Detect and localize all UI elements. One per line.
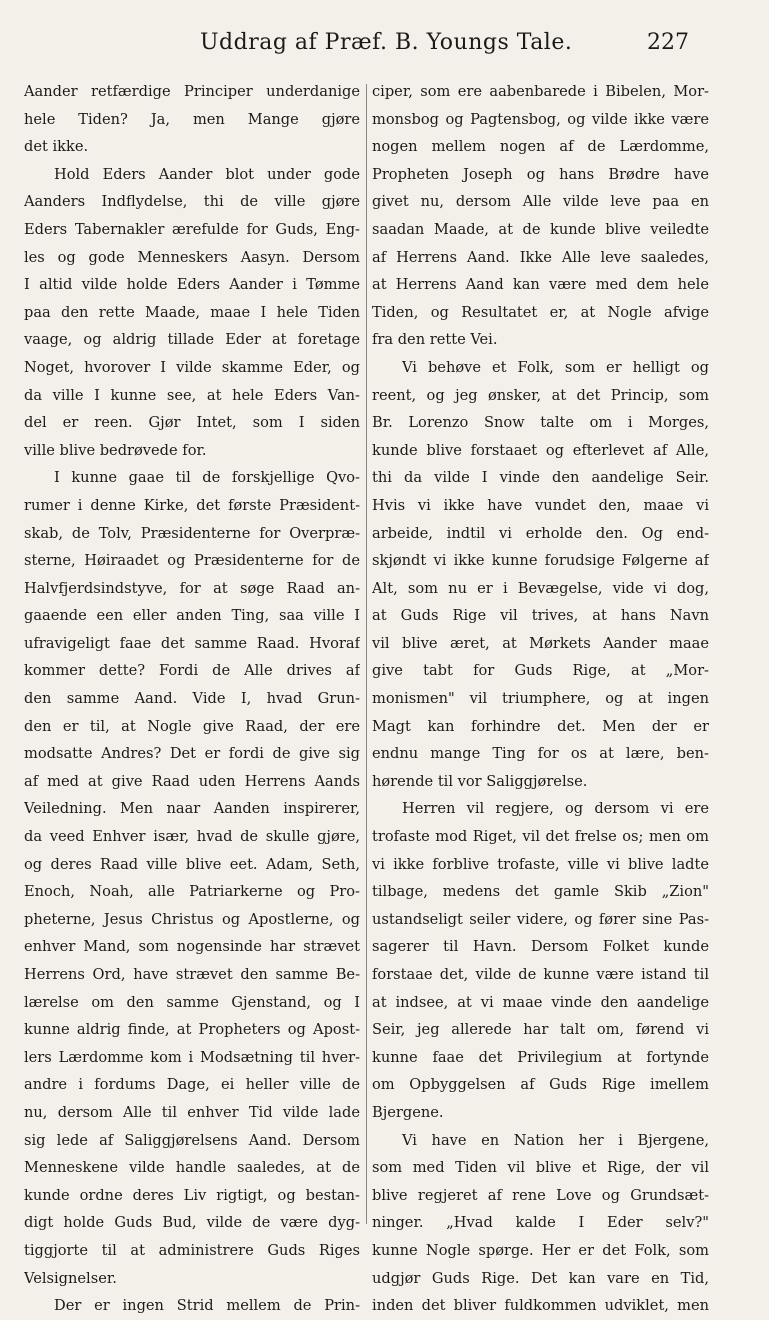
text-line: thi da vilde I vinde den aandelige Seir. <box>372 469 709 487</box>
text-line: I altid vilde holde Eders Aander i Tømme <box>24 276 360 294</box>
text-line: givet nu, dersom Alle vilde leve paa en <box>372 193 709 211</box>
text-line: modsatte Andres? Det er fordi de give sig <box>24 745 360 763</box>
text-line: ciper, som ere aabenbarede i Bibelen, Mor- <box>372 83 709 100</box>
text-line: les og gode Menneskers Aasyn. Dersom <box>24 248 360 266</box>
text-line: Tiden, og Resultatet er, at Nogle afvige <box>372 303 709 321</box>
text-line: Alt, som nu er i Bevægelse, vide vi dog, <box>372 579 709 597</box>
text-line: Der er ingen Strid mellem de Prin- <box>54 1297 360 1315</box>
text-line: at indsee, at vi maae vinde den aandelige <box>372 993 709 1011</box>
text-line: sagerer til Havn. Dersom Folket kunde <box>372 938 709 956</box>
text-line: Menneskene vilde handle saaledes, at de <box>24 1159 360 1177</box>
text-line: kunne faae det Privilegium at fortynde <box>372 1048 709 1066</box>
text-line: Vi have en Nation her i Bjergene, <box>402 1131 709 1149</box>
text-line: Halvfjerdsindstyve, for at søge Raad an- <box>24 579 360 597</box>
text-line: ville blive bedrøvede for. <box>24 441 207 459</box>
text-line: kommer dette? Fordi de Alle drives af <box>24 662 360 680</box>
page-number: 227 <box>647 30 689 55</box>
text-line: saadan Maade, at de kunde blive veiledte <box>372 220 709 238</box>
text-line: af Herrens Aand. Ikke Alle leve saaledes, <box>372 248 709 266</box>
page-header <box>0 30 769 64</box>
text-line: Hvis vi ikke have vundet den, maae vi <box>372 496 709 514</box>
text-line: Aander retfærdige Principer underdanige <box>24 83 360 100</box>
text-line: inden det bliver fuldkommen udviklet, men <box>372 1297 709 1315</box>
text-line: Velsignelser. <box>24 1269 117 1287</box>
text-line: at Guds Rige vil trives, at hans Navn <box>372 607 709 625</box>
text-line: ninger. „Hvad kalde I Eder selv?" <box>372 1214 709 1232</box>
text-line: kunne Nogle spørge. Her er det Folk, som <box>372 1241 709 1259</box>
text-line: og deres Raad ville blive eet. Adam, Seth, <box>24 855 360 873</box>
text-line: da veed Enhver især, hvad de skulle gjøre, <box>24 828 360 846</box>
text-line: Seir, jeg allerede har talt om, førend vi <box>372 1021 709 1039</box>
text-line: forstaae det, vilde de kunne være istand til <box>372 966 709 983</box>
text-line: Br. Lorenzo Snow talte om i Morges, <box>372 414 709 432</box>
text-line: ustandseligt seiler videre, og fører sine Pas- <box>372 910 709 928</box>
text-line: om Opbyggelsen af Guds Rige imellem <box>372 1076 709 1094</box>
text-line: arbeide, indtil vi erholde den. Og end- <box>372 524 709 542</box>
text-line: som med Tiden vil blive et Rige, der vil <box>372 1159 709 1177</box>
text-line: blive regjeret af rene Love og Grundsæt- <box>372 1186 709 1204</box>
text-line: at Herrens Aand kan være med dem hele <box>372 276 709 294</box>
text-line: nu, dersom Alle til enhver Tid vilde lade <box>24 1103 360 1121</box>
text-line: tilbage, medens det gamle Skib „Zion" <box>372 883 709 901</box>
text-line: Eders Tabernakler ærefulde for Guds, Eng- <box>24 220 360 238</box>
text-line: Vi behøve et Folk, som er helligt og <box>402 358 709 376</box>
text-line: tiggjorte til at administrere Guds Riges <box>24 1241 360 1259</box>
text-line: den er til, at Nogle give Raad, der ere <box>24 717 360 735</box>
text-line: monismen" vil triumphere, og at ingen <box>372 690 709 708</box>
text-line: lers Lærdomme kom i Modsætning til hver- <box>24 1048 360 1066</box>
text-line: endnu mange Ting for os at lære, ben- <box>372 745 709 763</box>
text-line: fra den rette Vei. <box>372 331 498 349</box>
text-line: del er reen. Gjør Intet, som I siden <box>24 414 360 432</box>
text-line: gaaende een eller anden Ting, saa ville I <box>24 607 360 625</box>
text-line: hele Tiden? Ja, men Mange gjøre <box>24 110 360 128</box>
text-line: Aanders Indflydelse, thi de ville gjøre <box>24 193 360 211</box>
text-line: udgjør Guds Rige. Det kan vare en Tid, <box>372 1269 709 1287</box>
text-line: Noget, hvorover I vilde skamme Eder, og <box>24 358 360 376</box>
text-line: paa den rette Maade, maae I hele Tiden <box>24 303 360 321</box>
text-line: Veiledning. Men naar Aanden inspirerer, <box>24 800 360 818</box>
text-line: sig lede af Saliggjørelsens Aand. Dersom <box>24 1131 360 1149</box>
text-line: Herren vil regjere, og dersom vi ere <box>402 800 709 818</box>
right-column <box>372 78 709 1320</box>
text-line: Propheten Joseph og hans Brødre have <box>372 165 709 183</box>
text-line: digt holde Guds Bud, vilde de være dyg- <box>24 1214 360 1232</box>
left-column <box>24 78 360 1320</box>
text-line: I kunne gaae til de forskjellige Qvo- <box>54 469 360 487</box>
text-line: sterne, Høiraadet og Præsidenterne for de <box>24 552 360 570</box>
text-line: kunne aldrig finde, at Propheters og Apost- <box>24 1021 360 1039</box>
text-line: ufravigeligt faae det samme Raad. Hvoraf <box>24 634 360 652</box>
text-line: lærelse om den samme Gjenstand, og I <box>24 993 360 1011</box>
text-line: af med at give Raad uden Herrens Aands <box>24 772 360 790</box>
text-line: kunde blive forstaaet og efterlevet af Alle, <box>372 441 709 459</box>
text-line: vaage, og aldrig tillade Eder at foretage <box>24 331 360 349</box>
text-line: give tabt for Guds Rige, at „Mor- <box>372 662 709 680</box>
text-line: Hold Eders Aander blot under gode <box>54 165 360 183</box>
text-line: pheterne, Jesus Christus og Apostlerne, og <box>24 910 360 928</box>
column-divider <box>366 84 367 1224</box>
text-line: den samme Aand. Vide I, hvad Grun- <box>24 690 360 708</box>
text-line: skjøndt vi ikke kunne forudsige Følgerne af <box>372 552 709 570</box>
text-line: kunde ordne deres Liv rigtigt, og bestan- <box>24 1186 360 1204</box>
text-line: Herrens Ord, have strævet den samme Be- <box>24 966 360 983</box>
text-line: Magt kan forhindre det. Men der er <box>372 717 709 735</box>
text-line: Enoch, Noah, alle Patriarkerne og Pro- <box>24 883 360 901</box>
text-line: andre i fordums Dage, ei heller ville de <box>24 1076 360 1094</box>
text-line: trofaste mod Riget, vil det frelse os; men om <box>372 828 709 846</box>
text-line: vi ikke forblive trofaste, ville vi blive ladte <box>372 855 709 873</box>
text-line: nogen mellem nogen af de Lærdomme, <box>372 138 709 156</box>
text-line: det ikke. <box>24 138 89 156</box>
text-line: Bjergene. <box>372 1103 444 1121</box>
text-line: enhver Mand, som nogensinde har strævet <box>24 938 360 956</box>
text-line: rumer i denne Kirke, det første Præsident- <box>24 496 360 514</box>
text-line: monsbog og Pagtensbog, og vilde ikke være <box>372 110 709 128</box>
text-line: hørende til vor Saliggjørelse. <box>372 772 588 790</box>
text-line: skab, de Tolv, Præsidenterne for Overpræ- <box>24 524 360 542</box>
text-line: da ville I kunne see, at hele Eders Van- <box>24 386 360 404</box>
running-title: Uddrag af Præf. B. Youngs Tale. <box>200 30 573 55</box>
text-line: vil blive æret, at Mørkets Aander maae <box>372 634 709 652</box>
text-line: reent, og jeg ønsker, at det Princip, som <box>372 386 709 404</box>
